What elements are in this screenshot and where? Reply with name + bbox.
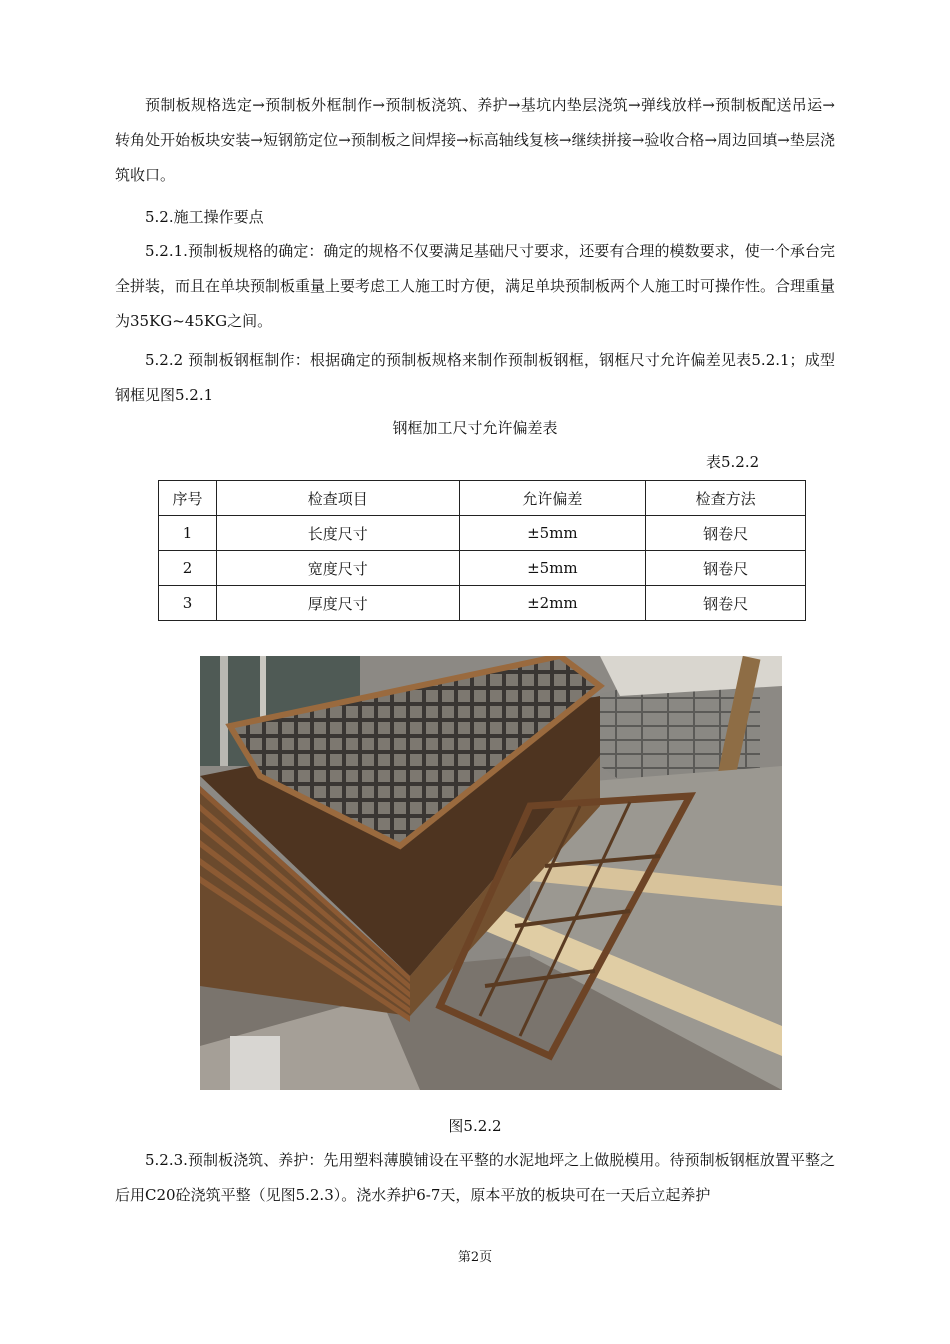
table-row [159,586,806,621]
table-cell: 厚度尺寸 [216,586,459,621]
table-cell: 长度尺寸 [216,516,459,551]
header-cell: 序号 [159,481,217,516]
table-cell: 宽度尺寸 [216,551,459,586]
table-cell: ±2mm [459,586,646,621]
process-flow-paragraph: 预制板规格选定→预制板外框制作→预制板浇筑、养护→基坑内垫层浇筑→弹线放样→预制板配送吊运→转角处开始板块安装→短钢筋定位→预制板之间焊接→标高轴线复核→继续拼接→验收合格→周边回填→垫层浇筑收口。 [115,96,835,184]
table-header-row [159,481,806,516]
table-cell: ±5mm [459,516,646,551]
header-cell: 检查方法 [646,481,806,516]
figure-caption: 图5.2.2 [448,1117,502,1135]
table-title: 钢框加工尺寸允许偏差表 [392,419,558,437]
paragraph-5-2-1: 5.2.1.预制板规格的确定：确定的规格不仅要满足基础尺寸要求，还要有合理的模数要求，使一个承台完全拼装，而且在单块预制板重量上要考虑工人施工时方便，满足单块预制板两个人施工时可操作性。合理重量为35KG~45KG之间。 [115,242,836,330]
paragraph-5-2-2: 5.2.2 预制板钢框制作：根据确定的预制板规格来制作预制板钢框，钢框尺寸允许偏差见表5.2.1；成型钢框见图5.2.1 [115,351,835,404]
table-row [159,551,806,586]
table-cell: 钢卷尺 [646,586,806,621]
header-cell: 允许偏差 [459,481,646,516]
table-cell: 1 [159,516,217,551]
table-cell: 钢卷尺 [646,551,806,586]
steel-frame-photo [200,656,782,1090]
paragraph-5-2-3: 5.2.3.预制板浇筑、养护：先用塑料薄膜铺设在平整的水泥地坪之上做脱模用。待预制板钢框放置平整之后用C20砼浇筑平整（见图5.2.3）。浇水养护6-7天，原本平放的板块可在一天后立起养护 [115,1151,835,1204]
table-cell: 2 [159,551,217,586]
header-cell: 检查项目 [216,481,459,516]
table-number: 表5.2.2 [706,453,760,471]
section-heading: 5.2.施工操作要点 [145,208,264,226]
table-row [159,516,806,551]
page-number: 第2页 [457,1250,493,1265]
table-cell: 钢卷尺 [646,516,806,551]
tolerance-table [158,480,806,621]
table-cell: ±5mm [459,551,646,586]
table-cell: 3 [159,586,217,621]
